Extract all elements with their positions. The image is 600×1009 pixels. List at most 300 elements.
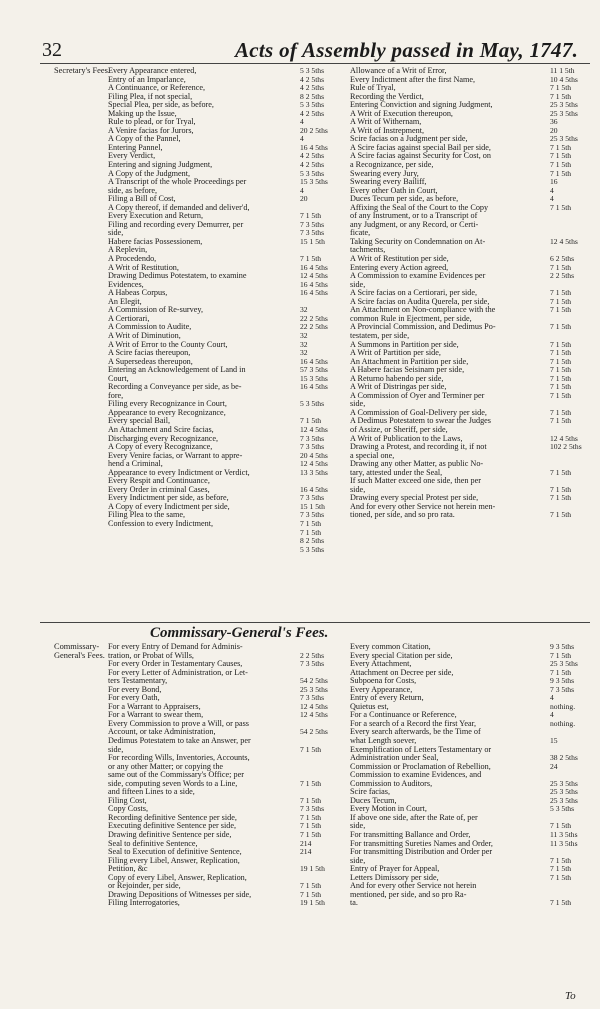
- fee-entry-text: A Copy of the Judgment,: [108, 169, 191, 178]
- fee-entry-text: A Habeas Corpus,: [108, 289, 168, 298]
- fee-entry-text: side,: [108, 229, 124, 238]
- fee-entry-text: Entering and signing Judgment,: [108, 161, 213, 170]
- fee-entry: [108, 484, 328, 495]
- fee-entry-amount: 7 1 5th: [550, 484, 572, 494]
- fee-entry-amount: 7 1 5th: [550, 322, 572, 332]
- fee-entry: [108, 830, 322, 840]
- fee-entry-text: For a search of a Record the first Year,: [350, 719, 477, 728]
- fee-entry-amount: 5 3 5ths: [300, 168, 325, 178]
- fee-entry: [108, 271, 328, 281]
- fee-entry-text: A Writ of Execution thereupon,: [350, 109, 453, 118]
- fee-entry-text: tration, or Probat of Wills,: [108, 651, 194, 660]
- fee-entry-text: Court,: [108, 374, 129, 383]
- fee-entry-text: A Writ of Partition per side,: [350, 349, 441, 358]
- fee-entry: [350, 272, 590, 281]
- fee-entry: [108, 288, 328, 298]
- fee-entry-text: If such Matter exceed one side, then per: [350, 477, 481, 486]
- fee-entry-amount: 25 3 5ths: [550, 100, 578, 110]
- fee-entry-text: side, computing seven Words to a Line,: [108, 779, 238, 788]
- fee-entry-text: A Writ of Publication to the Laws,: [350, 434, 463, 443]
- fee-entry: [108, 459, 328, 469]
- fee-entry-text: Recording a Conveyance per side, as be-: [108, 383, 242, 392]
- fee-entry-amount: 7 1 5th: [550, 339, 572, 349]
- fee-entry-text: tary, attested under the Seal,: [350, 468, 443, 477]
- fee-entry: [108, 341, 314, 350]
- secretary-left-column: [108, 66, 328, 554]
- fee-entry-amount: 5 3 5ths: [300, 66, 325, 75]
- fee-entry-text: Drawing definitive Sentence per side,: [108, 831, 232, 840]
- fee-entry: [350, 511, 590, 520]
- fee-entry: [108, 467, 328, 478]
- fee-entry-amount: 7 1 5th: [550, 168, 572, 178]
- fee-entry-amount: 7 3 5ths: [300, 219, 325, 229]
- fee-entry-amount: 22 2 5ths: [300, 322, 328, 332]
- fee-entry-text: Discharging every Recognizance,: [108, 434, 219, 443]
- fee-entry: [108, 848, 314, 857]
- fee-entry: [108, 204, 314, 213]
- fee-entry-text: mentioned, per side, and so pro Ra-: [350, 890, 467, 899]
- fee-entry-text: If above one side, after the Rate of, per: [350, 813, 478, 822]
- fee-entry-text: Drawing Dedimus Potestatem, to examine: [108, 272, 247, 281]
- fee-entry: [108, 857, 314, 866]
- fee-entry-amount: 7 3 5ths: [300, 804, 325, 814]
- fee-entry-amount: 7 3 5ths: [300, 228, 325, 238]
- fee-entry-text: Swearing every Bailiff,: [350, 178, 427, 187]
- fee-entry-text: Making up the Issue,: [108, 109, 177, 118]
- fee-entry-amount: 32: [300, 348, 308, 358]
- fee-entry-text: For every Entry of Demand for Adminis-: [108, 643, 243, 651]
- fee-entry-text: An Elegit,: [108, 297, 142, 306]
- fee-entry-text: Recording definitive Sentence per side,: [108, 813, 237, 822]
- fee-entry: [108, 151, 325, 161]
- side-label-secretary: Secretary's Fees.: [54, 66, 110, 75]
- fee-entry-text: side,: [350, 856, 366, 865]
- fee-entry-amount: 7 1 5th: [550, 390, 572, 400]
- fee-entry-text: For transmitting Sureties Names and Order,: [350, 839, 493, 848]
- fee-entry-text: same out of the Commissary's Office; per: [108, 771, 244, 780]
- fee-entry: [350, 703, 590, 712]
- commissary-right-column: [350, 643, 590, 908]
- fee-entry-amount: 12 4 5ths: [550, 433, 578, 443]
- fee-entry-text: A Writ of Diminution,: [108, 331, 181, 340]
- fee-entry: [108, 236, 325, 247]
- fee-entry-amount: 19 1 5th: [300, 898, 325, 908]
- fee-entry-amount: 4: [300, 134, 304, 144]
- fee-entry-amount: 12 4 5ths: [300, 701, 328, 711]
- fee-entry: [108, 349, 314, 358]
- fee-entry-text: a Recognizance, per side,: [350, 161, 434, 170]
- fee-entry-amount: 5 3 5ths: [300, 399, 325, 409]
- fee-entry-amount: 7 3 5ths: [300, 493, 325, 503]
- fee-entry: [108, 864, 325, 874]
- fee-entry-text: side, as before,: [108, 186, 158, 195]
- fee-entry: [108, 778, 322, 789]
- fee-entry-text: Subpoena for Costs,: [350, 677, 417, 686]
- fee-entry-amount: 12 4 5ths: [300, 271, 328, 281]
- fee-entry-amount: 16: [550, 177, 558, 187]
- fee-entry-amount: 7 1 5th: [300, 527, 322, 537]
- fee-entry-amount: 7 1 5th: [300, 416, 322, 426]
- fee-entry-text: Commission to examine Evidences, and: [350, 771, 482, 780]
- fee-entry: [108, 795, 322, 806]
- fee-entry-text: A Transcript of the whole Proceedings per: [108, 178, 247, 187]
- fee-entry-text: Rule to plead, or for Tryal,: [108, 118, 196, 127]
- fee-entry-text: A Writ of Restitution,: [108, 263, 179, 272]
- fee-entry: [108, 66, 325, 76]
- fee-entry-amount: 7 3 5ths: [300, 442, 325, 452]
- fee-entry-text: For recording Wills, Inventories, Accounts,: [108, 754, 250, 763]
- fee-entry-amount: 32: [300, 330, 308, 340]
- fee-entry-text: Administration under Seal,: [350, 754, 439, 763]
- fee-entry: [108, 83, 325, 93]
- fee-entry-amount: 32: [300, 305, 308, 315]
- fee-entry-amount: 7 3 5ths: [300, 433, 325, 443]
- fee-entry-text: Every common Citation,: [350, 643, 431, 651]
- fee-entry-text: Every Execution and Return,: [108, 212, 204, 221]
- fee-entry-amount: 9 3 5ths: [550, 676, 575, 686]
- fee-entry-amount: 5 3 5ths: [550, 804, 575, 814]
- fee-entry-text: Entering every Action agreed,: [350, 263, 449, 272]
- fee-entry: [108, 409, 314, 418]
- fee-entry-text: A Writ of Restitution per side,: [350, 255, 449, 264]
- fee-entry: [108, 332, 314, 341]
- fee-entry-text: Entry of an Imparlance,: [108, 75, 186, 84]
- fee-entry-amount: 4 2 5ths: [300, 74, 325, 84]
- fee-entry-text: Every search afterwards, be the Time of: [350, 728, 481, 737]
- fee-entry-text: [108, 537, 288, 546]
- fee-entry-text: [108, 546, 288, 555]
- fee-entry-amount: 7 3 5ths: [300, 693, 325, 703]
- fee-entry-amount: 8 2 5ths: [300, 91, 325, 101]
- fee-entry-text: a special one,: [350, 451, 395, 460]
- page-number: 32: [42, 39, 62, 61]
- fee-entry-text: Appearance to every Indictment or Verdict,: [108, 468, 250, 477]
- fee-entry-text: Scire facias on a Judgment per side,: [350, 135, 468, 144]
- fee-entry-amount: 20 2 5ths: [300, 125, 328, 135]
- fee-entry-amount: 4: [300, 117, 304, 127]
- fee-entry-text: A Scire facias against Security for Cost, on: [350, 152, 491, 161]
- fee-entry: [108, 510, 325, 520]
- fee-entry: [108, 195, 314, 204]
- fee-entry-text: Every Order in criminal Cases,: [108, 485, 210, 494]
- fee-entry-amount: 7 3 5ths: [300, 659, 325, 669]
- fee-entry-amount: 7 1 5th: [300, 744, 322, 754]
- fee-entry-text: Duces Tecum per side, as before,: [350, 195, 459, 204]
- fee-entry-text: Entry of Prayer for Appeal,: [350, 865, 440, 874]
- fee-entry-amount: 22 2 5ths: [300, 313, 328, 323]
- fee-entry-amount: 7 1 5th: [300, 211, 322, 221]
- fee-entry-text: Filing every Libel, Answer, Replication,: [108, 856, 240, 865]
- fee-entry-amount: 7 1 5th: [550, 650, 572, 660]
- fee-entry: [108, 382, 328, 392]
- fee-entry-text: A Scire facias thereupon,: [108, 349, 191, 358]
- fee-entry-amount: 7 1 5th: [550, 855, 572, 865]
- fee-entry-text: Taking Security on Condemnation on At-: [350, 237, 486, 246]
- fee-entry-amount: 214: [300, 838, 312, 848]
- fee-entry: [350, 874, 590, 883]
- fee-entry-text: A Writ of Distringas per side,: [350, 383, 447, 392]
- fee-entry-text: Filing and recording every Demurrer, per: [108, 220, 244, 229]
- fee-entry: [108, 754, 314, 763]
- fee-entry-text: For every Oath,: [108, 694, 160, 703]
- fee-entry-text: For a Continuance or Reference,: [350, 711, 457, 720]
- fee-entry-amount: 7 1 5th: [550, 202, 572, 212]
- fee-entry-amount: 7 1 5th: [550, 83, 572, 93]
- fee-entry-text: tioned, per side, and so pro rata.: [350, 511, 455, 520]
- fee-entry-amount: 54 2 5ths: [300, 676, 328, 686]
- fee-entry: [350, 238, 590, 247]
- fee-entry: [350, 737, 590, 746]
- fee-entry-text: Every Respit and Continuance,: [108, 477, 210, 486]
- fee-entry: [108, 821, 322, 831]
- fee-entry-amount: 2 2 5ths: [550, 271, 575, 281]
- fee-entry-text: Recording the Verdict,: [350, 92, 424, 101]
- secretary-right-column: [350, 67, 590, 520]
- fee-entry-amount: 16 4 5ths: [300, 288, 328, 298]
- fee-entry-text: A Venire facias for Jurors,: [108, 126, 194, 135]
- fee-entry-amount: 7 1 5th: [550, 864, 572, 874]
- fee-entry: [350, 882, 590, 891]
- fee-entry: [350, 392, 590, 401]
- fee-entry: [108, 804, 325, 814]
- fee-entry-amount: 7 1 5th: [550, 91, 572, 101]
- fee-entry: [108, 118, 314, 127]
- fee-entry-amount: 9 3 5ths: [550, 642, 575, 651]
- fee-entry-amount: nothing.: [550, 701, 576, 711]
- fee-entry-text: Every other Oath in Court,: [350, 186, 438, 195]
- fee-entry-amount: 5 3 5ths: [300, 100, 325, 110]
- fee-entry-amount: 7 1 5th: [550, 373, 572, 383]
- fee-entry-text: Drawing any other Matter, as public No-: [350, 460, 484, 469]
- fee-entry-amount: 7 1 5th: [300, 795, 322, 805]
- fee-entry-amount: 7 1 5th: [550, 407, 572, 417]
- fee-entry-text: Exemplification of Letters Testamentary or: [350, 745, 492, 754]
- fee-entry-amount: 7 1 5th: [550, 356, 572, 366]
- fee-entry-amount: 12 4 5ths: [550, 236, 578, 246]
- fee-entry-amount: 7 1 5th: [300, 830, 322, 840]
- fee-entry: [350, 469, 590, 478]
- fee-entry-text: testatem, per side,: [350, 331, 410, 340]
- fee-entry: [108, 74, 325, 85]
- fee-entry-amount: 4: [550, 710, 554, 720]
- fee-entry: [350, 187, 590, 196]
- fee-entry-text: An Attachment and Scire facias,: [108, 425, 214, 434]
- fee-entry-text: And for every other Service not herein: [350, 882, 477, 891]
- fee-entry-text: Entry of every Return,: [350, 694, 424, 703]
- fee-entry-amount: 11 1 5th: [550, 66, 575, 75]
- fee-entry-amount: 54 2 5ths: [300, 727, 328, 737]
- fee-entry-amount: 7 1 5th: [550, 296, 572, 306]
- fee-entry: [108, 424, 328, 435]
- fee-entry-amount: 214: [300, 847, 312, 857]
- fee-entry-text: Petition, &c: [108, 865, 148, 874]
- fee-entry: [108, 727, 328, 737]
- fee-entry: [350, 686, 590, 695]
- fee-entry-text: A Replevin,: [108, 246, 148, 255]
- fee-entry-amount: 7 1 5th: [300, 881, 322, 891]
- fee-entry-text: An Attachment on Non-compliance with the: [350, 306, 496, 315]
- fee-entry-amount: 6 2 5ths: [550, 254, 575, 264]
- fee-entry: [350, 805, 590, 814]
- fee-entry-text: common Rule in Ejectment, per side,: [350, 314, 472, 323]
- fee-entry: [108, 142, 328, 153]
- fee-entry-amount: 7 1 5th: [550, 288, 572, 298]
- page-header: [30, 36, 590, 66]
- fee-entry-text: A Commission of Re-survey,: [108, 306, 203, 315]
- fee-entry-amount: 15 3 5ths: [300, 373, 328, 383]
- fee-entry-amount: 7 1 5th: [550, 348, 572, 358]
- fee-entry: [108, 100, 325, 110]
- fee-entry: [108, 650, 325, 661]
- fee-entry-text: Seal to Execution of definitive Sentence,: [108, 848, 242, 857]
- fee-entry: [108, 246, 314, 255]
- fee-entry-amount: 15 1 5th: [300, 236, 325, 246]
- fee-entry: [108, 254, 322, 264]
- section-rule: [40, 622, 590, 623]
- fee-entry-amount: 2 2 5ths: [300, 650, 325, 660]
- fee-entry-amount: 25 3 5ths: [550, 787, 578, 797]
- fee-entry-amount: 24: [550, 761, 558, 771]
- fee-entry-text: Affixing the Seal of the Court to the Copy: [350, 203, 489, 212]
- fee-entry: [350, 323, 590, 332]
- fee-entry-text: Rule of Tryal,: [350, 84, 396, 93]
- fee-entry-text: A Returno habendo per side,: [350, 374, 444, 383]
- fee-entry-text: Habere facias Possessionem,: [108, 237, 203, 246]
- fee-entry-text: Filing Interrogatories,: [108, 899, 180, 908]
- fee-entry-text: A Habere facias Seisinam per side,: [350, 366, 465, 375]
- fee-entry-amount: 16 4 5ths: [300, 382, 328, 392]
- fee-entry-text: A Certiorari,: [108, 314, 150, 323]
- fee-entry-text: A Writ of Withernam,: [350, 118, 422, 127]
- fee-entry-text: Filing a Bill of Cost,: [108, 195, 176, 204]
- fee-entry-amount: 36: [550, 117, 558, 127]
- fee-entry-text: Attachment on Decree per side,: [350, 668, 454, 677]
- fee-entry-amount: 7 1 5th: [550, 142, 572, 152]
- fee-entry: [350, 720, 590, 729]
- fee-entry: [108, 298, 314, 307]
- fee-entry: [108, 643, 314, 652]
- fee-entry: [350, 452, 590, 461]
- fee-entry-amount: 7 3 5ths: [550, 684, 575, 694]
- fee-entry-text: Every Indictment per side, as before,: [108, 494, 229, 503]
- commissary-section-title: Commissary-General's Fees.: [150, 625, 329, 641]
- fee-entry: [108, 720, 314, 729]
- fee-entry-amount: 25 3 5ths: [550, 108, 578, 118]
- fee-entry-amount: 20 4 5ths: [300, 450, 328, 460]
- fee-entry-amount: 20: [550, 125, 558, 135]
- fee-entry-amount: 4 2 5ths: [300, 83, 325, 93]
- fee-entry-amount: 7 3 5ths: [300, 510, 325, 520]
- fee-entry-amount: 4: [550, 185, 554, 195]
- fee-entry-text: For a Warrant to swear them,: [108, 711, 204, 720]
- fee-entry-text: Confession to every Indictment,: [108, 519, 214, 528]
- fee-entry-text: Every special Citation per side,: [350, 651, 453, 660]
- fee-entry-text: Special Plea, per side, as before,: [108, 101, 214, 110]
- fee-entry-text: A Commission of Oyer and Terminer per: [350, 391, 485, 400]
- fee-entry-text: Evidences,: [108, 280, 144, 289]
- fee-entry: [108, 701, 328, 712]
- fee-entry-text: Every Appearance entered,: [108, 67, 197, 75]
- fee-entry: [350, 212, 590, 221]
- fee-entry-text: Account, or take Administration,: [108, 728, 216, 737]
- fee-entry: [350, 494, 590, 503]
- fee-entry: [108, 881, 322, 891]
- fee-entry-text: A Scire facias against special Bail per side,: [350, 143, 491, 152]
- fee-entry: [108, 676, 328, 686]
- fee-entry-amount: 57 3 5ths: [300, 365, 328, 375]
- fee-entry-amount: 7 1 5th: [550, 467, 572, 477]
- fee-entry-text: any Judgment, or any Record, or Certi-: [350, 220, 479, 229]
- fee-entry-text: A Copy thereof, if demanded and deliver'd,: [108, 203, 250, 212]
- fee-entry-amount: 11 3 5ths: [550, 830, 578, 840]
- fee-entry-text: Letters Dimissory per side,: [350, 873, 439, 882]
- fee-entry: [108, 135, 314, 144]
- fee-entry: [108, 840, 314, 849]
- fee-entry-text: Allowance of a Writ of Error,: [350, 67, 447, 75]
- fee-entry-text: [108, 529, 288, 538]
- fee-entry-text: A Writ of Error to the County Court,: [108, 340, 228, 349]
- fee-entry-text: fore,: [108, 391, 124, 400]
- fee-entry: [108, 659, 325, 669]
- fee-entry: [350, 178, 590, 187]
- fee-entry-text: A Commission of Goal-Delivery per side,: [350, 408, 487, 417]
- fee-entry-amount: 38 2 5ths: [550, 753, 578, 763]
- fee-entry-text: A Procedendo,: [108, 255, 157, 264]
- fee-entry-text: ta.: [350, 899, 358, 908]
- fee-entry-text: Drawing a Protest, and recording it, if not: [350, 443, 487, 452]
- fee-entry-amount: 15 1 5th: [300, 501, 325, 511]
- fee-entry: [108, 211, 322, 221]
- fee-entry: [108, 356, 328, 367]
- fee-entry-text: Entering Conviction and signing Judgment,: [350, 101, 493, 110]
- fee-entry-text: Filing Plea to the same,: [108, 511, 186, 520]
- fee-entry-amount: 19 1 5th: [300, 864, 325, 874]
- fee-entry-text: Every Attachment,: [350, 660, 412, 669]
- fee-entry: [108, 279, 328, 290]
- fee-entry-amount: 7 1 5th: [550, 493, 572, 503]
- fee-entry: [108, 812, 322, 823]
- fee-entry-amount: 20: [300, 194, 308, 204]
- fee-entry-amount: 32: [300, 339, 308, 349]
- fee-entry: [108, 527, 322, 538]
- fee-entry: [108, 228, 325, 238]
- fee-entry: [108, 306, 314, 315]
- fee-entry-amount: 13 3 5ths: [300, 467, 328, 477]
- fee-entry: [108, 373, 328, 384]
- fee-entry-amount: 4 2 5ths: [300, 160, 325, 170]
- fee-entry: [108, 518, 322, 529]
- fee-entry: [108, 501, 325, 512]
- fee-entry: [350, 204, 590, 213]
- fee-entry-text: hend a Criminal,: [108, 460, 163, 469]
- fee-entry-amount: 7 1 5th: [550, 160, 572, 170]
- fee-entry: [108, 450, 328, 461]
- fee-entry-amount: 15: [550, 736, 558, 746]
- fee-entry-amount: 7 1 5th: [550, 305, 572, 315]
- fee-entry-text: Commission to Auditors,: [350, 779, 433, 788]
- fee-entry-amount: 12 4 5ths: [300, 710, 328, 720]
- fee-entry-text: side,: [108, 745, 124, 754]
- fee-entry-text: For every Letter of Administration, or Let-: [108, 668, 248, 677]
- fee-entry: [350, 899, 590, 908]
- fee-entry-text: A Continuance, or Reference,: [108, 84, 206, 93]
- fee-entry-text: Filing every Recognizance in Court,: [108, 400, 227, 409]
- fee-entry-text: Copy Costs,: [108, 805, 149, 814]
- catchword: To: [565, 990, 576, 1002]
- fee-entry-text: Filing Cost,: [108, 796, 147, 805]
- fee-entry-amount: 16 4 5ths: [300, 484, 328, 494]
- fee-entry-amount: 8 2 5ths: [300, 536, 325, 546]
